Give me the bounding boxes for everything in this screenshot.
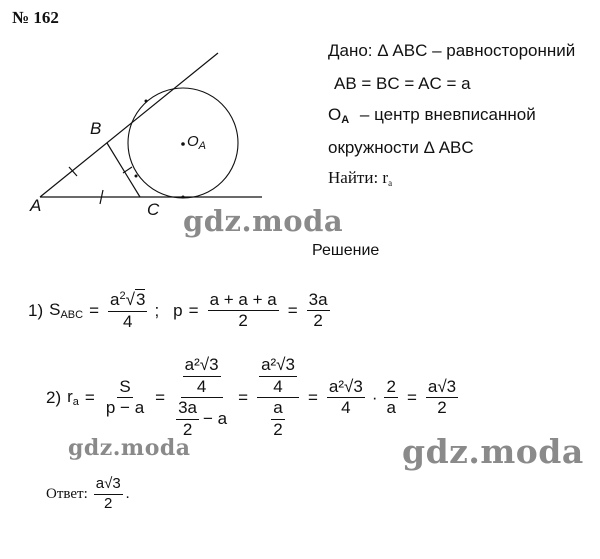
- step-2: 2) $r_a$ = $\frac{S}{p - a}$ = $\frac{\text{a²√3}}{4}$ $\frac{3a}{2}$ − a = $\frac{\frac{\text{a²√3}}{4}}{\frac{a}{2}}$ = $\frac{\text{a²√3}}{4}$ · $\frac{2}{a}$ = $\frac{a√3}{2}$: [46, 355, 457, 440]
- label-b: B: [90, 119, 102, 138]
- tangent-line-ab: [40, 53, 218, 197]
- tangent-point: [182, 196, 185, 199]
- answer-numerator: a√3: [94, 476, 123, 495]
- tangent-point: [145, 100, 148, 103]
- answer-denominator: 2: [104, 494, 113, 512]
- answer: Ответ: $\frac{a√3}{2}$ .: [46, 475, 130, 512]
- label-a: A: [30, 196, 42, 215]
- tangent-point: [135, 175, 138, 178]
- given-line-2: AB = BC = AC = a: [334, 74, 471, 93]
- watermark: gdz.moda: [183, 204, 344, 238]
- problem-number: № 162: [12, 8, 59, 27]
- center-point: [181, 142, 185, 146]
- answer-label: Ответ:: [46, 485, 88, 502]
- tick-mark: [123, 167, 132, 173]
- watermark: gdz.moda: [402, 432, 584, 471]
- given-line-4: окружности Δ ABC: [328, 138, 474, 157]
- given-line-5: Найти: $r_a$: [328, 168, 393, 188]
- given-line-3: $O_A$ – центр вневписанной: [328, 105, 536, 126]
- solution-title: Решение: [312, 242, 380, 259]
- label-o: $O_A$: [187, 133, 207, 152]
- step-1: 1) $S_{ABC}$ = $\frac{a^2√3}{4}$ ; p = $\frac{a + a + a}{2}$ = $\frac{3a}{2}$: [28, 289, 328, 331]
- label-c: C: [147, 200, 160, 219]
- watermark: gdz.moda: [68, 435, 191, 461]
- given-line-1: Дано: Δ ABC – равносторонний: [328, 41, 576, 60]
